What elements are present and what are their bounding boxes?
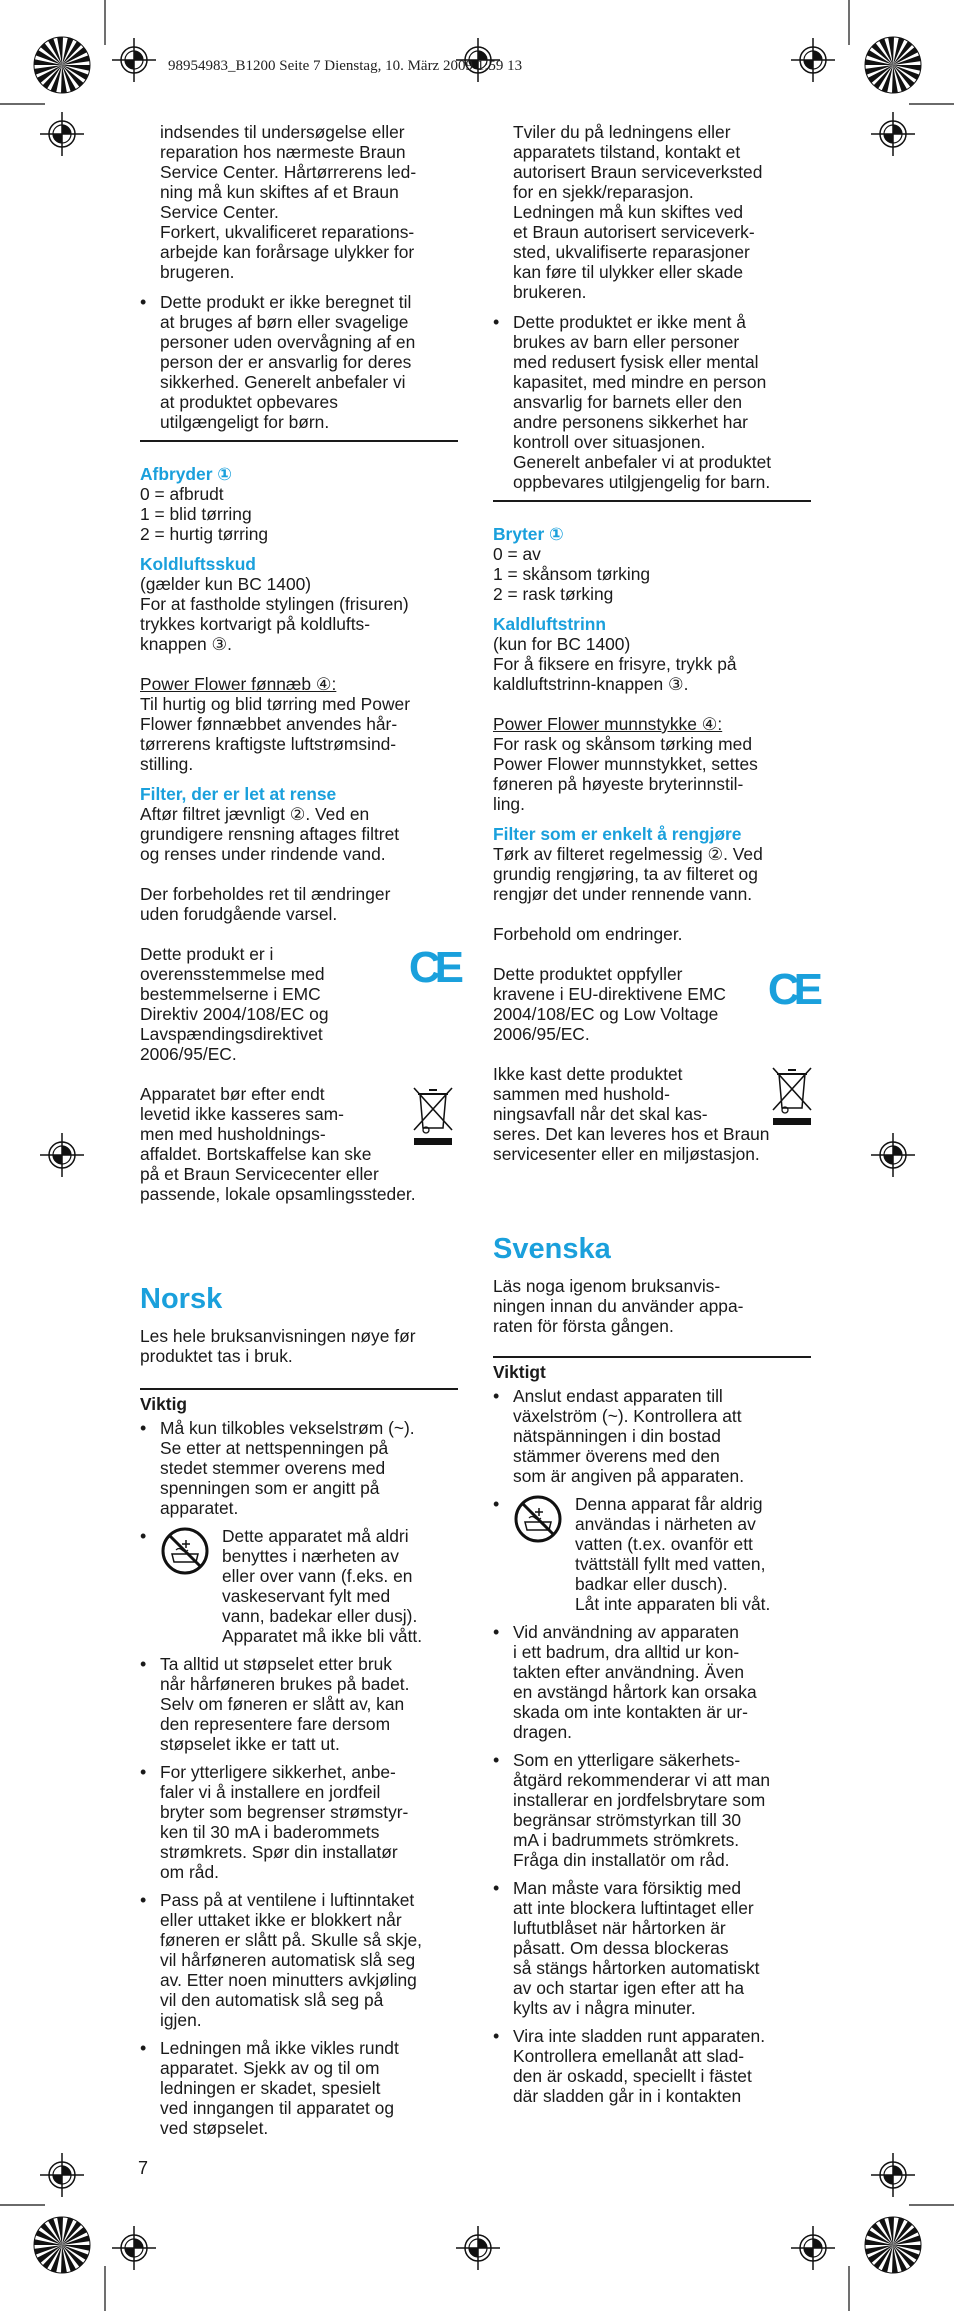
- text-line: grundigere rensning aftages filtret: [140, 824, 400, 844]
- text-line: for en sjekk/reparasjon.: [513, 182, 694, 202]
- list-item: [493, 312, 811, 492]
- text-line: støpselet ikke er tatt ut.: [160, 1734, 340, 1754]
- text-line: stedet stemmer overens med: [160, 1458, 386, 1478]
- no-water-icon: [160, 1526, 210, 1576]
- text-line: affaldet. Bortskaffelse kan ske: [140, 1144, 372, 1164]
- section-title-svenska: Svenska: [493, 1233, 611, 1265]
- no-water-icon: [513, 1494, 563, 1544]
- text-line: • Vira inte sladden runt apparaten.: [513, 2026, 766, 2046]
- text-line: person der er ansvarlig for deres: [160, 352, 412, 372]
- text-line: Tviler du på ledningens eller: [513, 122, 731, 142]
- text-line: trykkes kortvarigt på koldlufts-: [140, 614, 371, 634]
- text-line: mA i badrummets strömkrets.: [513, 1830, 740, 1850]
- text-line: Service Center.: [160, 202, 279, 222]
- text-line: vil den automatisk slå seg på: [160, 1990, 384, 2010]
- text-line: takten efter användning. Även: [513, 1662, 745, 1682]
- text-line: arbejde kan forårsage ulykker for: [160, 242, 415, 262]
- text-line: 1 = blid tørring: [140, 504, 252, 524]
- disposal-notice: [493, 1064, 811, 1164]
- ce-mark-icon: CE: [408, 943, 458, 992]
- text-line: 2004/108/EC og Low Voltage: [493, 1004, 719, 1024]
- section-heading: Power Flower munnstykke ④:: [493, 714, 723, 734]
- text-line: Dette produktet oppfyller: [493, 964, 683, 984]
- list-item: [493, 1622, 811, 1742]
- text-line: vaskeservant fylt med: [222, 1586, 391, 1606]
- list-item: [493, 2026, 811, 2106]
- ce-declaration: [493, 964, 817, 1044]
- text-line: uden forudgående varsel.: [140, 904, 338, 924]
- text-line: • Anslut endast apparaten till: [513, 1386, 723, 1406]
- crossed-bin-icon: [410, 1084, 456, 1146]
- text-line: vann, badekar eller dusj).: [222, 1606, 418, 1626]
- disposal-notice: [140, 1084, 458, 1204]
- text-line: kravene i EU-direktivene EMC: [493, 984, 726, 1004]
- text-line: apparatet.: [160, 1498, 239, 1518]
- text-line: føneren er slått på. Skulle så skje,: [160, 1930, 422, 1950]
- right-safety-list: [493, 312, 811, 492]
- text-line: bryter som begrenser strømstyr-: [160, 1802, 409, 1822]
- list-item: [493, 1386, 811, 1486]
- text-line: at produktet opbevares: [160, 392, 338, 412]
- text-line: stämmer överens med den: [513, 1446, 720, 1466]
- text-line: faler vi å installere en jordfeil: [160, 1782, 381, 1802]
- crossed-bin-icon: [769, 1064, 815, 1126]
- text-line: i ett badrum, dra alltid ur kon-: [513, 1642, 740, 1662]
- text-line: luftutblåset när hårtorken är: [513, 1918, 726, 1938]
- text-line: og renses under rindende vand.: [140, 844, 386, 864]
- text-line: reparation hos nærmeste Braun: [160, 142, 406, 162]
- text-line: ansvarlig for barnets eller den: [513, 392, 743, 412]
- text-line: brugeren.: [160, 262, 235, 282]
- text-line: • Vid användning av apparaten: [513, 1622, 739, 1642]
- text-line: ningsavfall når det skal kas-: [493, 1104, 708, 1124]
- text-line: som är angiven på apparaten.: [513, 1466, 745, 1486]
- ce-mark-icon: CE: [767, 965, 817, 1014]
- text-line: Der forbeholdes ret til ændringer: [140, 884, 391, 904]
- list-item: [493, 1750, 811, 1870]
- norsk-safety-list: [140, 1418, 458, 2138]
- text-line: • Som en ytterligare säkerhets-: [513, 1750, 741, 1770]
- text-line: om råd.: [160, 1862, 219, 1882]
- text-line: levetid ikke kasseres sam-: [140, 1104, 344, 1124]
- text-line: • Man måste vara försiktig med: [513, 1878, 742, 1898]
- text-line: tørrerens kraftigste luftstrømsind-: [140, 734, 397, 754]
- text-line: • Dette produktet er ikke ment å: [513, 312, 746, 332]
- text-line: eller over vann (f.eks. en: [222, 1566, 413, 1586]
- print-slug: 98954983_B1200 Seite 7 Dienstag, 10. März 2009 1:59 13: [168, 58, 523, 74]
- text-line: Ikke kast dette produktet: [493, 1064, 683, 1084]
- text-line: Läs noga igenom bruksanvis-: [493, 1276, 721, 1296]
- text-line: Fråga din installatör om råd.: [513, 1850, 730, 1870]
- text-line: ling.: [493, 794, 525, 814]
- text-line: • Dette apparatet må aldri: [222, 1526, 409, 1546]
- list-item: [140, 1526, 458, 1646]
- text-line: 0 = afbrudt: [140, 484, 224, 504]
- text-line: apparatet. Sjekk av og til om: [160, 2058, 380, 2078]
- text-line: ved støpselet.: [160, 2118, 269, 2138]
- text-line: brukes av barn eller personer: [513, 332, 740, 352]
- text-line: Flower fønnæbbet anvendes hår-: [140, 714, 398, 734]
- section-heading: Filter som er enkelt å rengjøre: [493, 824, 742, 844]
- text-line: skada om inte kontakten är ur-: [513, 1702, 748, 1722]
- text-line: ning må kun skiftes af et Braun: [160, 182, 399, 202]
- text-line: nätspänningen i din bostad: [513, 1426, 721, 1446]
- text-line: • Må kun tilkobles vekselstrøm (~).: [160, 1418, 415, 1438]
- list-item: [493, 1494, 811, 1614]
- page-number: 7: [138, 2158, 149, 2178]
- text-line: indsendes til undersøgelse eller: [160, 122, 405, 142]
- list-item: [493, 1878, 811, 2018]
- right-intro: [493, 122, 811, 302]
- text-line: knappen ③.: [140, 634, 232, 654]
- text-line: • Pass på at ventilene i luftinntaket: [160, 1890, 415, 1910]
- text-line: kylts av i några minuter.: [513, 1998, 696, 2018]
- text-line: ved inngangen til apparatet og: [160, 2098, 394, 2118]
- section-heading: Kaldluftstrinn: [493, 614, 607, 634]
- text-line: Ledningen må kun skiftes ved: [513, 202, 744, 222]
- text-line: Kontrollera emellanåt att slad-: [513, 2046, 745, 2066]
- text-line: åtgärd rekommenderar vi att man: [513, 1770, 771, 1790]
- list-item: [140, 1890, 458, 2030]
- text-line: Dette produkt er i: [140, 944, 274, 964]
- text-line: Til hurtig og blid tørring med Power: [140, 694, 410, 714]
- text-line: badkar eller dusch).: [575, 1574, 728, 1594]
- text-line: For rask og skånsom tørking med: [493, 734, 753, 754]
- text-line: servicesenter eller en miljøstasjon.: [493, 1144, 760, 1164]
- text-line: sammen med hushold-: [493, 1084, 670, 1104]
- text-line: • Dette produkt er ikke beregnet til: [160, 292, 412, 312]
- text-line: et Braun autorisert serviceverk-: [513, 222, 755, 242]
- text-line: 0 = av: [493, 544, 541, 564]
- text-line: att inte blockera luftintaget eller: [513, 1898, 754, 1918]
- section-heading: Viktigt: [493, 1362, 546, 1382]
- text-line: Låt inte apparaten bli våt.: [575, 1594, 771, 1614]
- text-line: så stängs hårtorken automatiskt: [513, 1958, 760, 1978]
- svenska-safety-list: [493, 1386, 811, 2106]
- text-line: Se etter at nettspenningen på: [160, 1438, 389, 1458]
- text-line: Apparatet bør efter endt: [140, 1084, 325, 1104]
- text-line: • Ta alltid ut støpselet etter bruk: [160, 1654, 392, 1674]
- text-line: benyttes i nærheten av: [222, 1546, 399, 1566]
- text-line: For å fiksere en frisyre, trykk på: [493, 654, 737, 674]
- text-line: brukeren.: [513, 282, 587, 302]
- text-line: kontroll over situasjonen.: [513, 432, 706, 452]
- section-heading: Bryter ①: [493, 524, 564, 544]
- text-line: Selv om føneren er slått av, kan: [160, 1694, 405, 1714]
- text-line: rengjør det under rennende vann.: [493, 884, 753, 904]
- left-column: [140, 122, 458, 2146]
- list-item: [140, 1418, 458, 1518]
- text-line: kaldluftstrinn-knappen ③.: [493, 674, 689, 694]
- text-line: 2006/95/EC.: [493, 1024, 590, 1044]
- section-heading: Koldluftsskud: [140, 554, 256, 574]
- text-line: den är oskadd, speciellt i fästet: [513, 2066, 752, 2086]
- text-line: stilling.: [140, 754, 194, 774]
- text-line: Forbehold om endringer.: [493, 924, 683, 944]
- section-heading: Filter, der er let at rense: [140, 784, 337, 804]
- list-item: [140, 1654, 458, 1754]
- text-line: andre personens sikkerhet har: [513, 412, 748, 432]
- list-item: [140, 292, 458, 432]
- text-line: Lavspændingsdirektivet: [140, 1024, 323, 1044]
- text-line: den representere fare dersom: [160, 1714, 391, 1734]
- text-line: grundig rengjøring, ta av filteret og: [493, 864, 758, 884]
- section-heading: Power Flower fønnæb ④:: [140, 674, 337, 694]
- text-line: ningen innan du använder appa-: [493, 1296, 744, 1316]
- text-line: oppbevares utilgjengelig for barn.: [513, 472, 771, 492]
- left-safety-list: [140, 292, 458, 432]
- text-line: (gælder kun BC 1400): [140, 574, 312, 594]
- text-line: 2 = hurtig tørring: [140, 524, 269, 544]
- text-line: sted, ukvalifiserte reparasjoner: [513, 242, 750, 262]
- text-line: 2 = rask tørking: [493, 584, 614, 604]
- text-line: overensstemmelse med: [140, 964, 325, 984]
- text-line: användas i närheten av: [575, 1514, 756, 1534]
- text-line: av. Etter noen minutters avkjøling: [160, 1970, 417, 1990]
- text-line: ledningen er skadet, spesielt: [160, 2078, 381, 2098]
- text-line: Direktiv 2004/108/EC og: [140, 1004, 329, 1024]
- text-line: • For ytterligere sikkerhet, anbe-: [160, 1762, 396, 1782]
- text-line: dragen.: [513, 1722, 572, 1742]
- text-line: kan føre til ulykker eller skade: [513, 262, 744, 282]
- left-intro: [140, 122, 458, 282]
- text-line: kapasitet, med mindre en person: [513, 372, 767, 392]
- text-line: växelström (~). Kontrollera att: [513, 1406, 742, 1426]
- text-line: utilgængeligt for børn.: [160, 412, 330, 432]
- text-line: at bruges af børn eller svagelige: [160, 312, 409, 332]
- text-line: sikkerhed. Generelt anbefaler vi: [160, 372, 406, 392]
- text-line: • Denna apparat får aldrig: [575, 1494, 763, 1514]
- text-line: når hårføneren brukes på badet.: [160, 1674, 410, 1694]
- section-heading: Viktig: [140, 1394, 188, 1414]
- text-line: spenningen som er angitt på: [160, 1478, 380, 1498]
- text-line: seres. Det kan leveres hos et Braun: [493, 1124, 770, 1144]
- text-line: Apparatet må ikke bli vått.: [222, 1626, 423, 1646]
- text-line: Generelt anbefaler vi at produktet: [513, 452, 772, 472]
- text-line: Aftør filtret jævnligt ②. Ved en: [140, 804, 370, 824]
- text-line: • Ledningen må ikke vikles rundt: [160, 2038, 399, 2058]
- list-item: [140, 2038, 458, 2138]
- text-line: påsatt. Om dessa blockeras: [513, 1938, 729, 1958]
- text-line: begränsar strömstyrkan till 30: [513, 1810, 742, 1830]
- text-line: en avstängd hårtork kan orsaka: [513, 1682, 757, 1702]
- section-title-norsk: Norsk: [140, 1283, 223, 1315]
- text-line: Les hele bruksanvisningen nøye før: [140, 1326, 416, 1346]
- text-line: Tørk av filteret regelmessig ②. Ved: [493, 844, 763, 864]
- text-line: tvättställ fyllt med vatten,: [575, 1554, 766, 1574]
- text-line: eller uttaket ikke er blokkert når: [160, 1910, 402, 1930]
- text-line: på et Braun Servicecenter eller: [140, 1164, 379, 1184]
- text-line: personer uden overvågning af en: [160, 332, 416, 352]
- text-line: føneren på høyeste bryterinnstil-: [493, 774, 744, 794]
- text-line: med redusert fysisk eller mental: [513, 352, 759, 372]
- text-line: installerar en jordfelsbrytare som: [513, 1790, 766, 1810]
- text-line: passende, lokale opsamlingssteder.: [140, 1184, 416, 1204]
- text-line: igjen.: [160, 2010, 202, 2030]
- text-line: Forkert, ukvalificeret reparations-: [160, 222, 415, 242]
- text-line: där sladden går in i kontakten: [513, 2086, 742, 2106]
- text-line: 2006/95/EC.: [140, 1044, 237, 1064]
- text-line: For at fastholde stylingen (frisuren): [140, 594, 409, 614]
- text-line: 1 = skånsom tørking: [493, 564, 651, 584]
- text-line: ken til 30 mA i baderommets: [160, 1822, 380, 1842]
- text-line: raten för första gången.: [493, 1316, 674, 1336]
- text-line: (kun for BC 1400): [493, 634, 631, 654]
- text-line: strømkrets. Spør din installatør: [160, 1842, 398, 1862]
- text-line: autorisert Braun serviceverksted: [513, 162, 763, 182]
- text-line: men med husholdnings-: [140, 1124, 326, 1144]
- list-item: [140, 1762, 458, 1882]
- text-line: produktet tas i bruk.: [140, 1346, 293, 1366]
- section-heading: Afbryder ①: [140, 464, 233, 484]
- text-line: vil hårføneren automatisk slå seg: [160, 1950, 416, 1970]
- text-line: av och startar igen efter att ha: [513, 1978, 745, 1998]
- ce-declaration: [140, 944, 458, 1064]
- text-line: apparatets tilstand, kontakt et: [513, 142, 741, 162]
- text-line: Power Flower munnstykket, settes: [493, 754, 758, 774]
- text-line: vatten (t.ex. ovanför ett: [575, 1534, 753, 1554]
- right-column: [493, 122, 817, 2114]
- text-line: Service Center. Hårtørrerens led-: [160, 162, 417, 182]
- text-line: bestemmelserne i EMC: [140, 984, 321, 1004]
